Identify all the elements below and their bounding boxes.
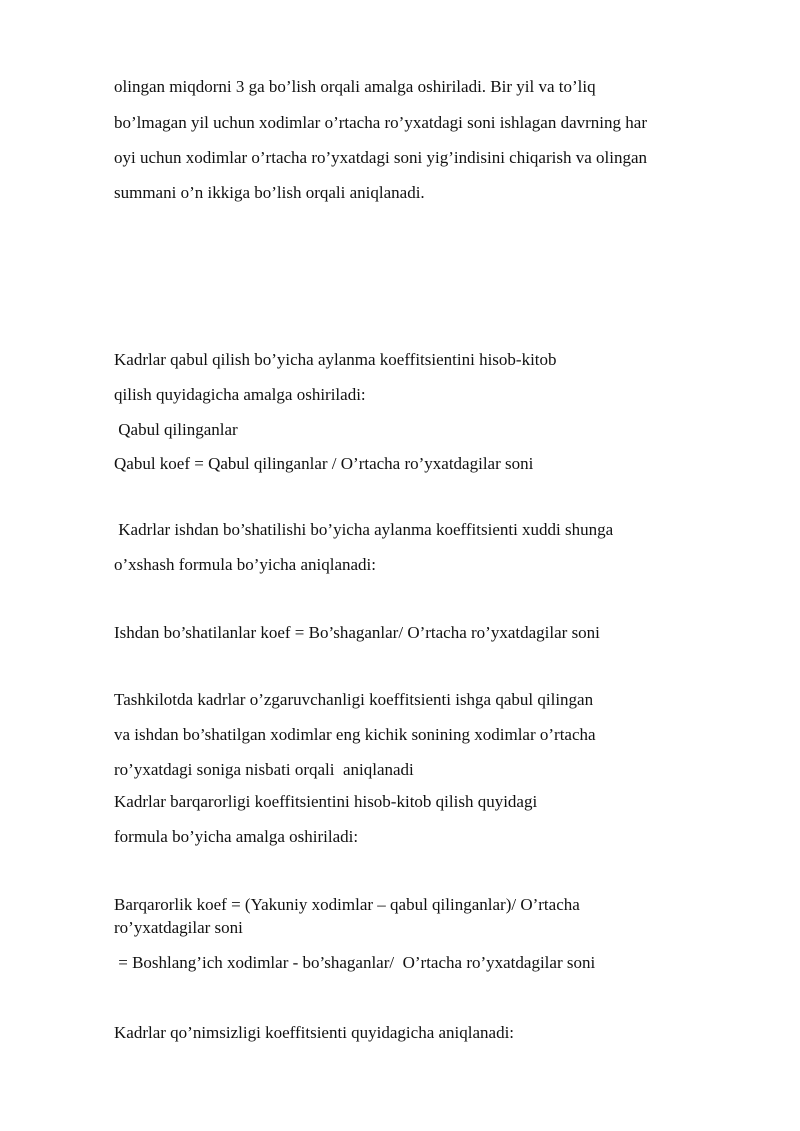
paragraph-line: qilish quyidagicha amalga oshiriladi: (114, 385, 366, 404)
paragraph-line: Kadrlar qabul qilish bo’yicha aylanma koeffitsientini hisob-kitob (114, 350, 557, 369)
paragraph-line: bo’lmagan yil uchun xodimlar o’rtacha ro’yxatdagi soni ishlagan davrning har (114, 113, 647, 132)
paragraph-line: Kadrlar ishdan bo’shatilishi bo’yicha aylanma koeffitsienti xuddi shunga (114, 520, 614, 539)
stability-formula: Barqarorlik koef = (Yakuniy xodimlar – qabul qilinganlar)/ O’rtacha (114, 895, 580, 914)
dismissal-formula: Ishdan bo’shatilanlar koef = Bo’shaganlar/ O’rtacha ro’yxatdagilar soni (114, 623, 600, 642)
paragraph-line: va ishdan bo’shatilgan xodimlar eng kichik sonining xodimlar o’rtacha (114, 725, 596, 744)
paragraph-line: olingan miqdorni 3 ga bo’lish orqali amalga oshiriladi. Bir yil va to’liq (114, 77, 596, 96)
stability-formula: = Boshlang’ich xodimlar - bo’shaganlar/ O’rtacha ro’yxatdagilar soni (114, 953, 596, 972)
paragraph-line: oyi uchun xodimlar o’rtacha ro’yxatdagi soni yig’indisini chiqarish va olingan (114, 148, 648, 167)
paragraph-line: ro’yxatdagi soniga nisbati orqali aniqlanadi (114, 760, 414, 779)
formula-label: Qabul qilinganlar (114, 420, 238, 439)
paragraph-line: o’xshash formula bo’yicha aniqlanadi: (114, 555, 377, 574)
paragraph-line: summani o’n ikkiga bo’lish orqali aniqlanadi. (114, 183, 425, 202)
paragraph-line: Kadrlar qo’nimsizligi koeffitsienti quyidagicha aniqlanadi: (114, 1023, 515, 1042)
stability-formula: ro’yxatdagilar soni (114, 918, 243, 937)
paragraph-line: Kadrlar barqarorligi koeffitsientini hisob-kitob qilish quyidagi (114, 792, 538, 811)
paragraph-line: Tashkilotda kadrlar o’zgaruvchanligi koeffitsienti ishga qabul qilingan (114, 690, 594, 709)
paragraph-line: formula bo’yicha amalga oshiriladi: (114, 827, 359, 846)
hiring-formula: Qabul koef = Qabul qilinganlar / O’rtacha ro’yxatdagilar soni (114, 454, 534, 473)
